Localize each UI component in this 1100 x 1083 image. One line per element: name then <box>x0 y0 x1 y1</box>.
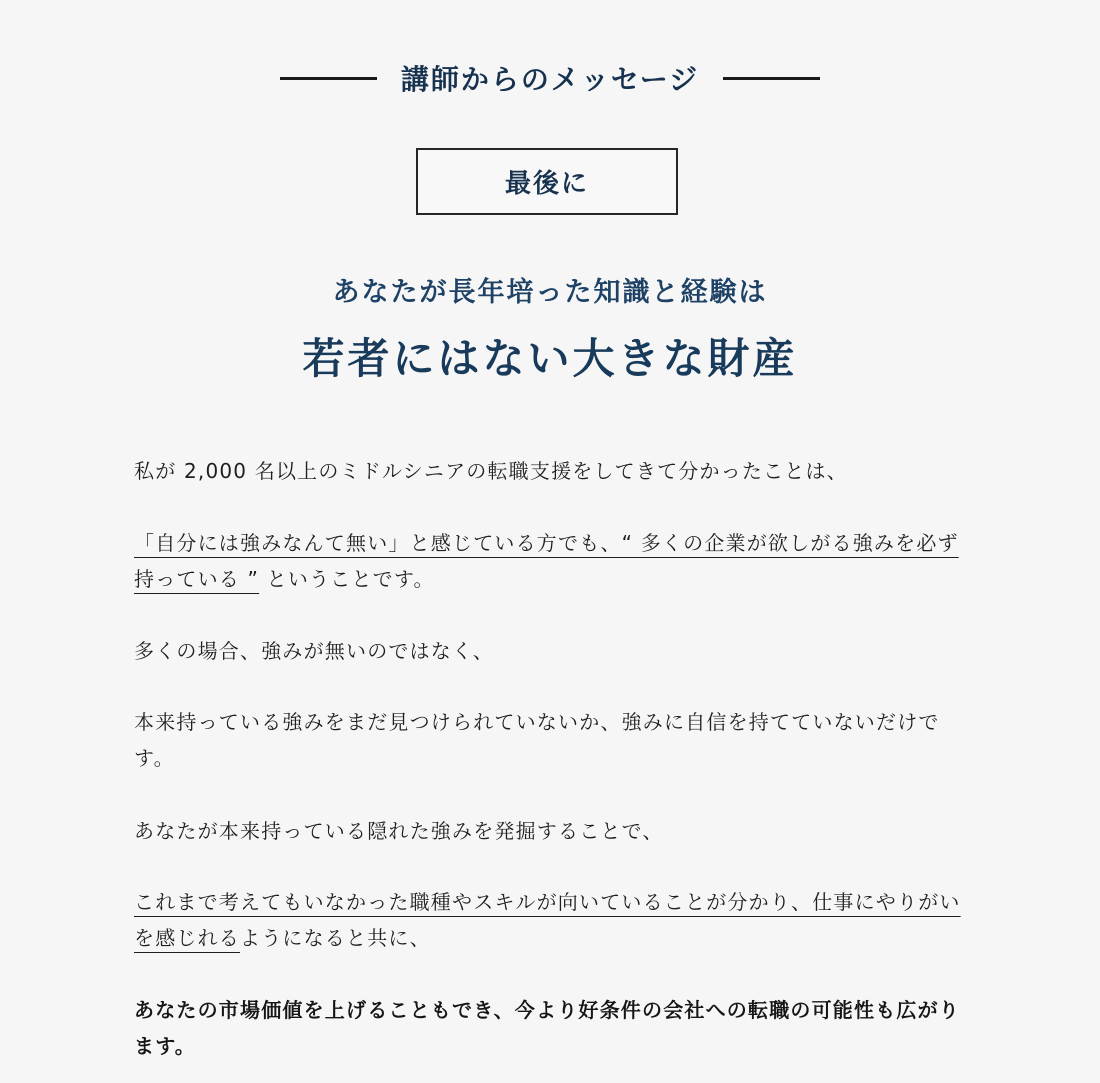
paragraph-1: 私が 2,000 名以上のミドルシニアの転職支援をしてきて分かったことは、 <box>134 459 848 483</box>
section-title: 講師からのメッセージ <box>400 63 700 96</box>
paragraph-2 <box>134 525 964 597</box>
header-rule-left <box>280 77 377 80</box>
headline-sub: あなたが長年培った知識と経験は <box>332 277 768 308</box>
paragraph-4: 本来持っている強みをまだ見つけられていないか、強みに自信を持てていないだけです。 <box>134 710 940 770</box>
paragraph-6 <box>134 884 964 956</box>
paragraph-5: あなたが本来持っている隠れた強みを発掘することで、 <box>134 819 664 843</box>
paragraph-7-emphasis: あなたの市場価値を上げることもでき、今より好条件の会社への転職の可能性も広がります。 <box>134 998 960 1058</box>
paragraph-3: 多くの場合、強みが無いのではなく、 <box>134 639 494 663</box>
paragraph-6-underlined-text: これまで考えてもいなかった職種やスキルが向いていることが分かり、仕事にやりがいを感じれる <box>134 890 961 950</box>
section-header <box>0 55 1100 101</box>
paragraph-6-text: ようになると共に、 <box>240 926 431 950</box>
paragraph-2-underlined-text: 「自分には強みなんて無い」と感じている方でも、“ 多くの企業が欲しがる強みを必ず持っている ” <box>134 531 959 591</box>
header-rule-right <box>723 77 820 80</box>
badge-label: 最後に <box>504 169 589 199</box>
headline-main: 若者にはない大きな財産 <box>302 334 798 383</box>
paragraph-2-text: ということです。 <box>259 567 435 591</box>
final-section-badge <box>416 148 678 215</box>
